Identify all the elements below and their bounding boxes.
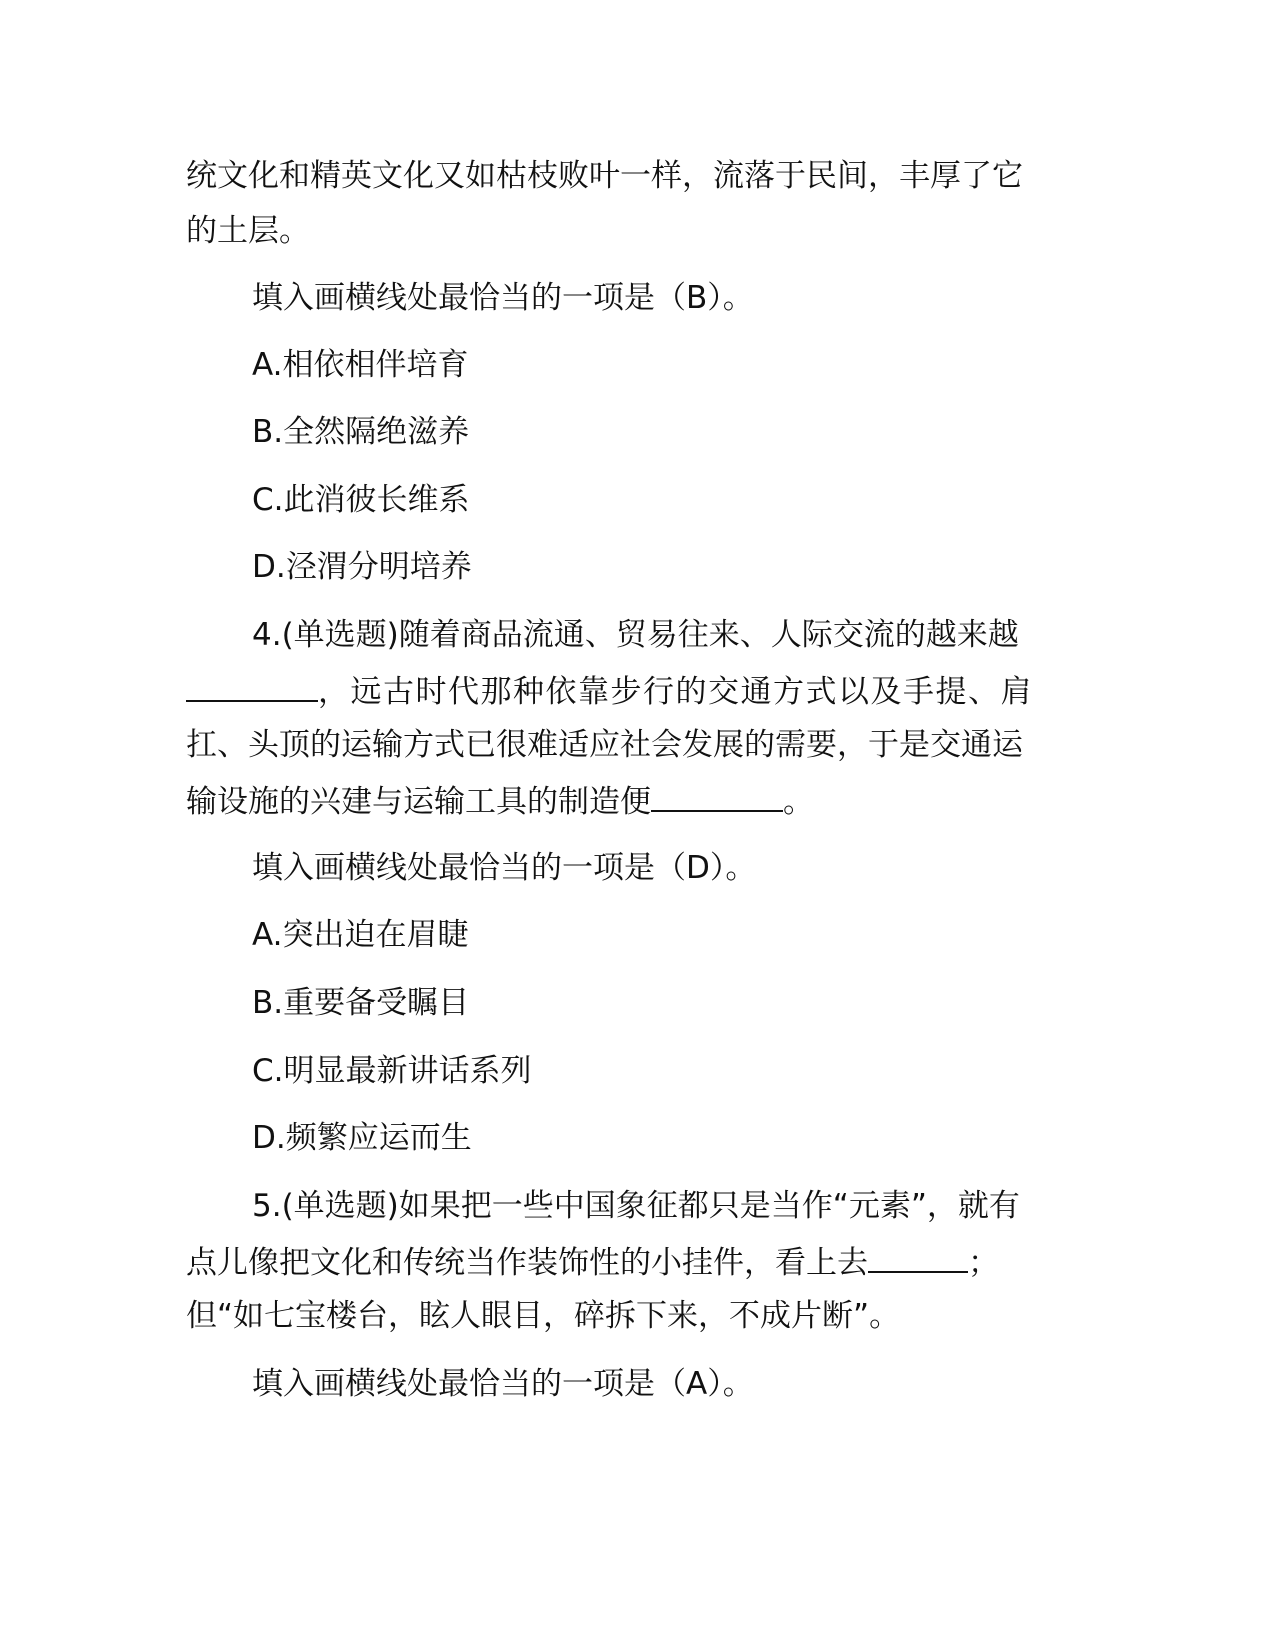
- q3-option-d: D.泾渭分明培养: [252, 549, 472, 585]
- q4-line-2-text: ，远古时代那种依靠步行的交通方式以及手提、肩: [318, 674, 1033, 710]
- q3-prompt: 填入画横线处最恰当的一项是（B）。: [252, 280, 754, 316]
- q4-line-4-end: 。: [783, 784, 814, 820]
- q4-option-d: D.频繁应运而生: [252, 1120, 472, 1156]
- q4-blank-1: [186, 670, 318, 702]
- q3-option-b: B.全然隔绝滋养: [252, 414, 470, 450]
- q4-blank-2: [651, 780, 783, 812]
- q4-line-4-text: 输设施的兴建与运输工具的制造便: [186, 784, 651, 820]
- q4-question-line-1: 4.(单选题)随着商品流通、贸易往来、人际交流的越来越: [252, 617, 1019, 653]
- q5-line-2-text: 点儿像把文化和传统当作装饰性的小挂件，看上去: [186, 1245, 868, 1281]
- intro-line-2: 的土层。: [186, 213, 310, 249]
- q4-option-c: C.明显最新讲话系列: [252, 1053, 532, 1089]
- q4-question-line-3: 扛、头顶的运输方式已很难适应社会发展的需要，于是交通运: [186, 727, 1023, 763]
- q3-option-a: A.相依相伴培育: [252, 347, 469, 383]
- q4-question-line-4: [186, 780, 814, 822]
- q4-question-line-2: [186, 670, 1033, 712]
- q4-prompt: 填入画横线处最恰当的一项是（D）。: [252, 850, 757, 886]
- q3-option-c: C.此消彼长维系: [252, 482, 470, 518]
- q5-prompt: 填入画横线处最恰当的一项是（A）。: [252, 1366, 754, 1402]
- q4-option-b: B.重要备受瞩目: [252, 985, 470, 1021]
- q5-question-line-1: 5.(单选题)如果把一些中国象征都只是当作“元素”，就有: [252, 1188, 1020, 1224]
- intro-line-1: 统文化和精英文化又如枯枝败叶一样，流落于民间，丰厚了它: [186, 158, 1023, 194]
- q4-option-a: A.突出迫在眉睫: [252, 917, 469, 953]
- q5-question-line-2: [186, 1241, 999, 1283]
- q5-blank-1: [868, 1241, 968, 1273]
- q5-line-2-end: ；: [968, 1245, 999, 1281]
- q5-question-line-3: 但“如七宝楼台，眩人眼目，碎拆下来，不成片断”。: [186, 1298, 901, 1334]
